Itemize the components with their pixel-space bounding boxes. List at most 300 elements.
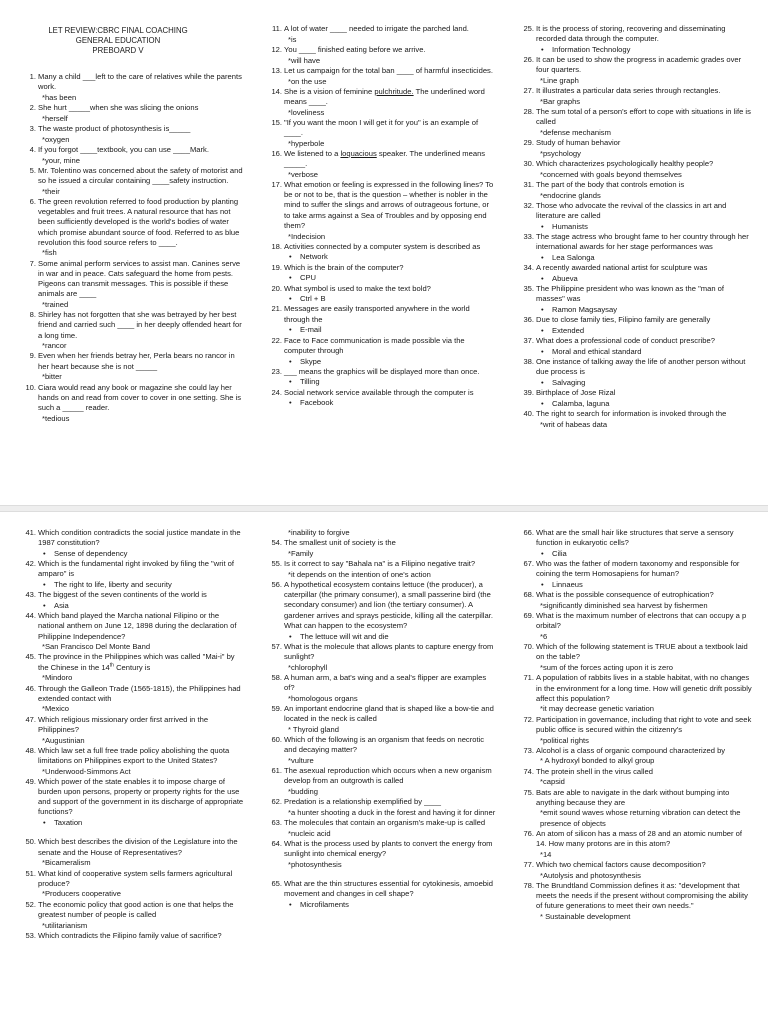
question-text: If you forgot ____textbook, you can use ____Mark. bbox=[38, 144, 209, 154]
question-item bbox=[268, 304, 496, 324]
question-item bbox=[520, 107, 752, 127]
answer-text: • E-mail bbox=[268, 325, 496, 335]
question-number: 19. bbox=[271, 262, 282, 272]
question-item bbox=[268, 336, 496, 356]
question-text-part: Century is bbox=[113, 662, 151, 672]
question-text: Predation is a relationship exemplified by ____ bbox=[284, 797, 442, 807]
question-number: 64. bbox=[271, 839, 282, 849]
question-item bbox=[268, 118, 496, 138]
question-number: 36. bbox=[523, 315, 534, 325]
answer-text: *homologous organs bbox=[288, 693, 358, 703]
answer-text: *fish bbox=[42, 248, 57, 258]
question-number: 60. bbox=[271, 735, 282, 745]
question-item bbox=[22, 145, 244, 155]
answer-text: *a hunter shooting a duck in the forest and having it for dinner bbox=[288, 807, 496, 817]
question-text: A population of rabbits lives in a stable habitat, with no changes in the environment for a long time. How will genetic drift possibly affect this population? bbox=[536, 673, 752, 703]
question-number: 24. bbox=[271, 387, 282, 397]
question-item bbox=[520, 715, 752, 735]
answer-text: *it may decrease genetic variation bbox=[540, 704, 654, 714]
question-text: Which law set a full free trade policy abolishing the quota limitations on Philippines export to the United States? bbox=[38, 745, 230, 765]
question-text-part: The province in the Philippines which was called "Mai-i" by the Chinese in the 14 bbox=[38, 652, 235, 672]
question-text: What are the thin structures essential for cytokinesis, amoebid movement and changes in cell shape? bbox=[284, 879, 493, 899]
question-item bbox=[268, 735, 496, 755]
question-text: One instance of talking away the life of another person without due process is bbox=[536, 357, 746, 377]
question-item bbox=[268, 87, 496, 107]
question-number: 51. bbox=[25, 868, 36, 878]
question-number: 21. bbox=[271, 304, 282, 314]
question-text: Shirley has not forgotten that she was betrayed by her best friend and carried such ____ in her deeply offended heart for a long time. bbox=[38, 310, 242, 340]
question-item bbox=[520, 559, 752, 579]
question-text: Those who advocate the revival of the classics in art and literature are called bbox=[536, 200, 727, 221]
question-number: 62. bbox=[271, 797, 282, 807]
question-number: 31. bbox=[523, 180, 534, 190]
answer-text: *oxygen bbox=[42, 134, 70, 144]
question-item bbox=[520, 590, 752, 600]
question-number: 47. bbox=[25, 714, 36, 724]
question-item bbox=[22, 746, 244, 766]
question-number: 56. bbox=[271, 580, 282, 590]
answer-text: *hyperbole bbox=[288, 138, 325, 148]
question-item bbox=[268, 879, 496, 899]
question-number: 15. bbox=[271, 117, 282, 127]
question-number: 66. bbox=[523, 528, 534, 537]
answer-text: *their bbox=[42, 186, 60, 196]
question-item bbox=[520, 860, 752, 870]
column-2 bbox=[268, 24, 496, 409]
question-item bbox=[520, 201, 752, 221]
header-line-2: GENERAL EDUCATION bbox=[75, 36, 161, 45]
question-text: It can be used to show the progress in academic grades over four quarters. bbox=[536, 55, 742, 75]
question-number: 4. bbox=[29, 144, 36, 154]
question-text: What are the small hair like structures that serve a sensory function in eukaryotic cells? bbox=[536, 528, 734, 548]
question-number: 30. bbox=[523, 159, 534, 169]
question-text: Which band played the Marcha national Filipino or the national anthem on June 12, 1898 during the declaration of Philippine Independence? bbox=[38, 611, 237, 641]
answer-text: *Mexico bbox=[42, 704, 70, 714]
question-number: 29. bbox=[523, 138, 534, 148]
question-text: Study of human behavior bbox=[536, 138, 621, 148]
question-item bbox=[520, 180, 752, 190]
question-item bbox=[520, 86, 752, 96]
question-text: An atom of silicon has a mass of 28 and an atomic number of 14. How many protons are in this atom? bbox=[536, 828, 742, 849]
answer-text: *writ of habeas data bbox=[540, 419, 608, 429]
question-item bbox=[268, 642, 496, 662]
question-text: A human arm, a bat's wing and a seal's flipper are examples of? bbox=[284, 672, 487, 693]
question-text: The asexual reproduction which occurs when a new organism develop from an outgrowth is called bbox=[284, 766, 492, 786]
question-text: Social network service available through the computer is bbox=[284, 387, 474, 397]
question-item bbox=[520, 232, 752, 252]
question-number: 48. bbox=[25, 745, 36, 755]
question-number: 46. bbox=[25, 683, 36, 693]
answer-text: *endocrine glands bbox=[540, 190, 601, 200]
question-text-part: We listened to a bbox=[284, 148, 341, 158]
page-2 bbox=[0, 512, 768, 1024]
question-number: 57. bbox=[271, 641, 282, 651]
superscript: th bbox=[109, 662, 114, 669]
question-number: 32. bbox=[523, 200, 534, 210]
question-item bbox=[268, 818, 496, 828]
question-number: 34. bbox=[523, 263, 534, 273]
answer-text: *defense mechanism bbox=[540, 128, 611, 138]
question-number: 3. bbox=[29, 124, 36, 134]
question-text: A hypothetical ecosystem contains lettuce (the producer), a caterpillar (the primary consumer), a small passerine bird (the secondary consumer) and lion (the tertiary consumer). A gardener arrives and sprays pesticide, killing all the caterpillar. What can happen to the ecosystem? bbox=[284, 580, 493, 630]
question-text: She hurt _____when she was slicing the onions bbox=[38, 103, 199, 113]
question-number: 58. bbox=[271, 672, 282, 682]
column-2 bbox=[268, 528, 496, 910]
question-text: Ciara would read any book or magazine she could lay her hands on and read from cover to cover in one setting. She is such a _____ reader. bbox=[38, 382, 242, 412]
answer-text: * A hydroxyl bonded to alkyl group bbox=[540, 756, 655, 766]
spacer bbox=[268, 870, 496, 879]
question-item bbox=[520, 767, 752, 777]
answer-text: • Tilling bbox=[268, 377, 496, 387]
question-item bbox=[22, 684, 244, 704]
answer-text: *vulture bbox=[288, 755, 314, 765]
question-number: 38. bbox=[523, 357, 534, 366]
question-number: 63. bbox=[271, 818, 282, 828]
question-item bbox=[520, 159, 752, 169]
answer-text: • Microfilaments bbox=[268, 900, 496, 910]
question-text: The waste product of photosynthesis is_____ bbox=[38, 124, 191, 134]
question-number: 33. bbox=[523, 232, 534, 242]
question-item bbox=[520, 388, 752, 398]
question-number: 18. bbox=[271, 241, 282, 251]
question-item bbox=[520, 284, 752, 304]
page-separator bbox=[0, 505, 768, 512]
page-1 bbox=[0, 0, 768, 505]
question-text: Even when her friends betray her, Perla bears no rancor in her heart because she is not _____ bbox=[38, 351, 235, 371]
question-text: Which is the fundamental right invoked by filing the "writ of amparo" is bbox=[38, 559, 235, 579]
question-number: 17. bbox=[271, 180, 282, 190]
question-item bbox=[22, 652, 244, 672]
question-text: "If you want the moon I will get it for you" is an example of ____. bbox=[284, 117, 479, 138]
question-text: Who was the father of modern taxonomy and responsible for coining the term Homosapiens for human? bbox=[536, 559, 740, 579]
question-item bbox=[268, 704, 496, 724]
question-item bbox=[268, 388, 496, 398]
question-item bbox=[520, 829, 752, 849]
question-text: The protein shell in the virus called bbox=[536, 766, 653, 776]
question-item bbox=[520, 788, 752, 808]
question-text: It illustrates a particular data series through rectangles. bbox=[536, 86, 721, 96]
question-number: 28. bbox=[523, 107, 534, 117]
question-text: Birthplace of Jose Rizal bbox=[536, 388, 616, 398]
answer-text: *nucleic acid bbox=[288, 828, 331, 838]
answer-text: • Linnaeus bbox=[520, 580, 752, 590]
answer-text: • Humanists bbox=[520, 222, 752, 232]
question-text: Many a child ___left to the care of relatives while the parents work. bbox=[38, 72, 242, 92]
answer-text: • Skype bbox=[268, 357, 496, 367]
question-item bbox=[520, 336, 752, 346]
question-item bbox=[22, 559, 244, 579]
question-number: 61. bbox=[271, 766, 282, 776]
question-text: Face to Face communication is made possible via the computer through bbox=[284, 335, 465, 355]
answer-text: • Information Technology bbox=[520, 45, 752, 55]
question-number: 53. bbox=[25, 930, 36, 940]
answer-text: *tedious bbox=[42, 413, 70, 423]
answer-text: *inability to forgive bbox=[288, 528, 350, 537]
answer-text: • The right to life, liberty and security bbox=[22, 580, 244, 590]
question-item bbox=[22, 72, 244, 92]
question-number: 37. bbox=[523, 336, 534, 346]
question-item bbox=[520, 24, 752, 44]
question-item bbox=[520, 528, 752, 548]
question-item bbox=[268, 580, 496, 631]
answer-text: *Family bbox=[288, 548, 314, 558]
answer-text: *emit sound waves whose returning vibration can detect the presence of objects bbox=[540, 808, 741, 828]
question-text: The stage actress who brought fame to her country through her international awards for her stage performances was bbox=[536, 232, 749, 252]
question-text: The biggest of the seven continents of the world is bbox=[38, 590, 207, 600]
answer-text: *Bicameralism bbox=[42, 858, 91, 868]
question-number: 76. bbox=[523, 828, 534, 838]
answer-text: *Bar graphs bbox=[540, 96, 581, 106]
question-number: 59. bbox=[271, 703, 282, 713]
question-item bbox=[520, 357, 752, 377]
question-number: 13. bbox=[271, 65, 282, 75]
question-number: 42. bbox=[25, 559, 36, 569]
question-item bbox=[268, 766, 496, 786]
question-number: 67. bbox=[523, 559, 534, 569]
answer-text: • Facebook bbox=[268, 398, 496, 408]
answer-text: *chlorophyll bbox=[288, 662, 328, 672]
spacer bbox=[22, 828, 244, 837]
question-number: 54. bbox=[271, 538, 282, 548]
question-text: Is it correct to say "Bahala na" is a Filipino negative trait? bbox=[284, 559, 476, 569]
question-item bbox=[268, 559, 496, 569]
answer-text: • Moral and ethical standard bbox=[520, 347, 752, 357]
question-number: 1. bbox=[29, 72, 36, 81]
question-item bbox=[520, 55, 752, 75]
question-item bbox=[268, 538, 496, 548]
question-number: 72. bbox=[523, 714, 534, 724]
answer-text: * Sustainable development bbox=[540, 912, 631, 922]
question-text: Which characterizes psychologically healthy people? bbox=[536, 159, 714, 169]
question-item bbox=[268, 263, 496, 273]
answer-text: *Mindoro bbox=[42, 673, 73, 683]
question-text: The Brundtland Commission defines it as: "development that meets the needs if the present without compromising the ability of future generations to meet their own needs." bbox=[536, 880, 748, 911]
question-number: 20. bbox=[271, 283, 282, 293]
answer-text: *psychology bbox=[540, 148, 581, 158]
question-item bbox=[22, 715, 244, 735]
question-text: Some animal perform services to assist man. Canines serve in war and in peace. Cats safeguard the home from pests. Pigeons can transmit messages. This is possible if these animals are ____ bbox=[38, 258, 241, 299]
question-number: 45. bbox=[25, 652, 36, 662]
question-number: 11. bbox=[272, 24, 282, 33]
question-item bbox=[520, 263, 752, 273]
question-item bbox=[268, 367, 496, 377]
answer-text: *your, mine bbox=[42, 155, 80, 165]
question-text-part: She is a vision of feminine bbox=[284, 86, 375, 96]
question-item bbox=[268, 66, 496, 76]
question-text: Messages are easily transported anywhere in the world through the bbox=[284, 304, 470, 324]
question-text: It is the process of storing, recovering and disseminating recorded data through the computer. bbox=[536, 24, 726, 44]
question-item bbox=[520, 746, 752, 756]
answer-text: • CPU bbox=[268, 273, 496, 283]
question-number: 26. bbox=[523, 55, 534, 65]
answer-text: • Ctrl + B bbox=[268, 294, 496, 304]
question-text: The molecules that contain an organism's make-up is called bbox=[284, 818, 486, 828]
answer-text: *it depends on the intention of one's action bbox=[288, 569, 431, 579]
question-number: 65. bbox=[271, 879, 282, 889]
question-number: 6. bbox=[29, 196, 36, 206]
answer-text: • Sense of dependency bbox=[22, 549, 244, 559]
answer-text: *Augustinian bbox=[42, 735, 85, 745]
question-number: 70. bbox=[523, 642, 534, 652]
answer-text: *loveliness bbox=[288, 107, 325, 117]
question-text: Which religious missionary order first arrived in the Philippines? bbox=[38, 714, 209, 734]
question-text: What kind of cooperative system sells farmers agricultural produce? bbox=[38, 868, 233, 888]
answer-text: *Line graph bbox=[540, 76, 579, 86]
document-header bbox=[22, 26, 244, 56]
question-text: Which of the following statement is TRUE about a textbook laid on the table? bbox=[536, 642, 748, 662]
question-number: 16. bbox=[271, 148, 282, 158]
question-text: Activities connected by a computer system is described as bbox=[284, 241, 481, 251]
question-item bbox=[22, 837, 244, 857]
question-item bbox=[22, 869, 244, 889]
header-line-1: LET REVIEW:CBRC FINAL COACHING bbox=[48, 26, 188, 35]
question-item bbox=[520, 409, 752, 419]
question-number: 22. bbox=[271, 335, 282, 345]
question-text: The smallest unit of society is the bbox=[284, 538, 396, 548]
answer-text: *on the use bbox=[288, 76, 327, 86]
question-item bbox=[268, 284, 496, 294]
question-number: 35. bbox=[523, 284, 534, 294]
answer-text: *will have bbox=[288, 55, 321, 65]
question-item bbox=[268, 45, 496, 55]
question-number: 8. bbox=[29, 310, 36, 320]
answer-text: *political rights bbox=[540, 735, 589, 745]
question-text: Which is the brain of the computer? bbox=[284, 262, 404, 272]
answer-text: *Producers cooperative bbox=[42, 889, 121, 899]
question-number: 71. bbox=[523, 673, 534, 683]
question-number: 55. bbox=[271, 559, 282, 569]
answer-text: *Underwood-Simmons Act bbox=[42, 766, 131, 776]
question-number: 44. bbox=[25, 611, 36, 621]
answer-text: • Extended bbox=[520, 326, 752, 336]
question-text-part: The underlined word means ____. bbox=[284, 86, 485, 106]
column-3 bbox=[520, 528, 752, 922]
question-text: What is the process used by plants to convert the energy from sunlight into chemical energy? bbox=[284, 839, 493, 859]
question-text: What symbol is used to make the text bold? bbox=[284, 283, 431, 293]
question-text: What is the possible consequence of eutrophication? bbox=[536, 590, 714, 600]
question-number: 52. bbox=[25, 899, 36, 909]
question-item bbox=[22, 103, 244, 113]
answer-text: • Cilia bbox=[520, 549, 752, 559]
header-line-3: PREBOARD V bbox=[92, 46, 144, 55]
question-text: Through the Galleon Trade (1565-1815), the Philippines had extended contact with bbox=[38, 683, 241, 703]
answer-text: • The lettuce will wit and die bbox=[268, 632, 496, 642]
answer-text: * Thyroid gland bbox=[288, 724, 339, 734]
answer-text: • Asia bbox=[22, 601, 244, 611]
answer-text: *14 bbox=[540, 849, 552, 859]
underlined-word: loquacious bbox=[340, 148, 377, 158]
answer-text: *capsid bbox=[540, 777, 565, 787]
question-item bbox=[268, 242, 496, 252]
question-number: 74. bbox=[523, 766, 534, 776]
question-text: An important endocrine gland that is shaped like a bow-tie and located in the neck is called bbox=[284, 703, 494, 724]
answer-text: *6 bbox=[540, 632, 548, 642]
question-number: 25. bbox=[523, 24, 534, 33]
question-item bbox=[520, 642, 752, 662]
question-text: Which two chemical factors cause decomposition? bbox=[536, 860, 706, 869]
question-text: A lot of water ____ needed to irrigate the parched land. bbox=[284, 24, 469, 33]
question-item bbox=[268, 839, 496, 859]
question-text: Which power of the state enables it to impose charge of burden upon persons, property or property rights for the use and support of the government in its discharge of appropriate functions? bbox=[38, 776, 244, 817]
question-item bbox=[268, 673, 496, 693]
question-text: Bats are able to navigate in the dark without bumping into anything because they are bbox=[536, 787, 730, 807]
answer-text: *photosynthesis bbox=[288, 860, 342, 869]
question-number: 77. bbox=[523, 860, 534, 869]
question-text: What is the molecule that allows plants to capture energy from sunlight? bbox=[284, 641, 494, 661]
question-number: 73. bbox=[523, 745, 534, 755]
answer-text: *Autolysis and photosynthesis bbox=[540, 870, 641, 880]
question-item bbox=[520, 673, 752, 704]
question-text: The part of the body that controls emotion is bbox=[536, 180, 685, 190]
question-item bbox=[268, 180, 496, 231]
answer-text: • Abueva bbox=[520, 274, 752, 284]
question-number: 40. bbox=[523, 409, 534, 419]
question-item bbox=[22, 590, 244, 600]
answer-text: • Ramon Magsaysay bbox=[520, 305, 752, 315]
question-item bbox=[22, 351, 244, 371]
question-number: 10. bbox=[25, 382, 36, 392]
question-item bbox=[22, 931, 244, 941]
question-number: 68. bbox=[523, 590, 534, 600]
answer-text: • Salvaging bbox=[520, 378, 752, 388]
answer-text: • Taxation bbox=[22, 818, 244, 828]
question-item bbox=[22, 197, 244, 248]
question-number: 49. bbox=[25, 776, 36, 786]
question-text: What does a professional code of conduct prescribe? bbox=[536, 336, 715, 346]
question-item bbox=[520, 611, 752, 631]
column-1 bbox=[22, 528, 244, 941]
question-item bbox=[22, 611, 244, 642]
question-text: What is the maximum number of electrons that can occupy a p orbital? bbox=[536, 611, 747, 631]
question-number: 7. bbox=[29, 258, 36, 268]
question-item bbox=[22, 383, 244, 414]
question-item bbox=[22, 310, 244, 341]
question-number: 14. bbox=[271, 86, 282, 96]
question-number: 2. bbox=[29, 103, 36, 113]
question-number: 12. bbox=[271, 44, 282, 54]
question-text-part: speaker. The underlined means _____. bbox=[284, 148, 486, 169]
question-item bbox=[520, 138, 752, 148]
answer-text: *utilitarianism bbox=[42, 920, 88, 930]
question-text: The economic policy that good action is one that helps the greatest number of people is called bbox=[38, 899, 234, 919]
question-item bbox=[22, 166, 244, 186]
column-3 bbox=[520, 24, 752, 430]
column-1 bbox=[22, 26, 244, 424]
question-number: 69. bbox=[523, 611, 534, 621]
answer-text: *is bbox=[288, 34, 297, 44]
question-number: 39. bbox=[523, 388, 534, 398]
answer-text: *trained bbox=[42, 299, 69, 309]
question-text: Which of the following is an organism that feeds on necrotic and decaying matter? bbox=[284, 735, 485, 755]
answer-text: *concerned with goals beyond themselves bbox=[540, 169, 682, 179]
question-item bbox=[22, 259, 244, 300]
question-item bbox=[520, 881, 752, 912]
question-text: Which condition contradicts the social justice mandate in the 1987 constitution? bbox=[38, 528, 241, 548]
question-item bbox=[268, 24, 496, 34]
answer-text: *significantly diminished sea harvest by fishermen bbox=[540, 600, 708, 610]
question-text: The Philippine president who was known as the "man of masses" was bbox=[536, 284, 725, 304]
question-item bbox=[520, 315, 752, 325]
underlined-word: pulchritude. bbox=[374, 86, 414, 96]
question-item bbox=[22, 528, 244, 548]
question-text: Alcohol is a class of organic compound characterized by bbox=[536, 745, 726, 755]
question-item bbox=[22, 900, 244, 920]
question-text: Which best describes the division of the Legislature into the senate and the House of Representatives? bbox=[38, 837, 238, 857]
answer-text: *Indecision bbox=[288, 231, 326, 241]
question-number: 78. bbox=[523, 880, 534, 890]
question-text: The sum total of a person's effort to cope with situations in life is called bbox=[536, 107, 751, 127]
question-text: You ____ finished eating before we arrive. bbox=[284, 44, 426, 54]
